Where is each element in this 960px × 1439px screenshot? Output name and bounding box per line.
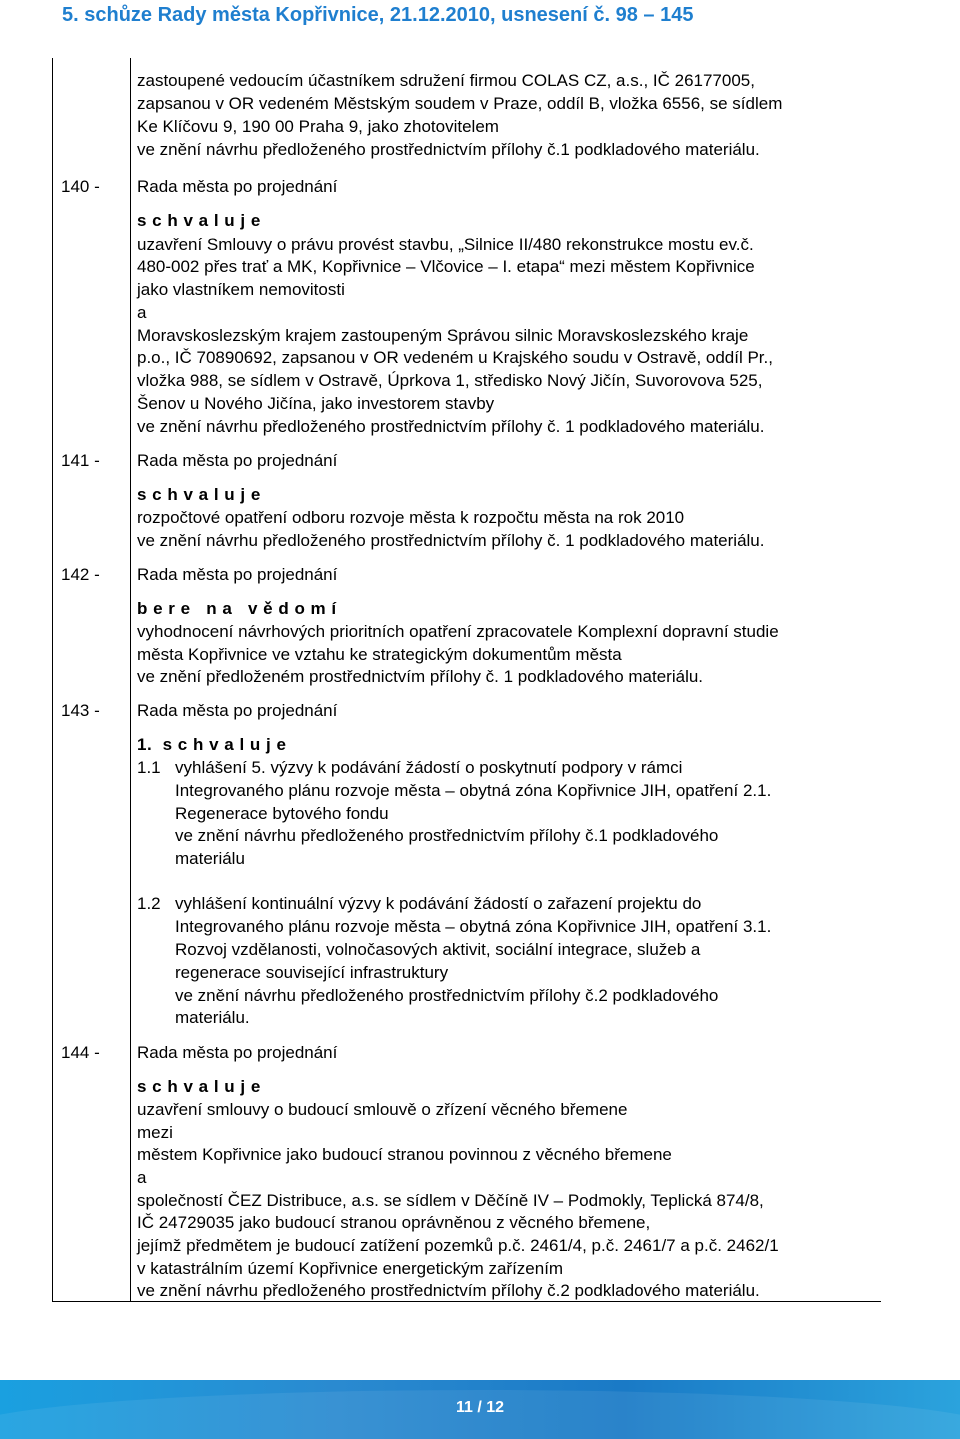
column-divider (130, 58, 131, 1301)
item-line: ve znění návrhu předloženého prostřednictvím přílohy č.1 podkladového (175, 826, 719, 845)
item-line: vyhlášení kontinuální výzvy k podávání žádostí o zařazení projektu do (175, 894, 702, 913)
resolution-heading: Rada města po projednání (137, 451, 338, 470)
resolution-line: Šenov u Nového Jičína, jako investorem stavby (137, 394, 495, 413)
resolution-number: 140 - (61, 177, 100, 196)
resolution-line: Moravskoslezským krajem zastoupeným Správou silnic Moravskoslezského kraje (137, 326, 749, 345)
footer-bar (0, 1380, 960, 1439)
intro-line: zapsanou v OR vedeném Městským soudem v Praze, oddíl B, vložka 6556, se sídlem (137, 94, 783, 113)
page-title: 5. schůze Rady města Kopřivnice, 21.12.2010, usnesení č. 98 – 145 (62, 4, 694, 26)
resolution-verb: s c h v a l u j e (137, 211, 261, 230)
resolution-line: rozpočtové opatření odboru rozvoje města k rozpočtu města na rok 2010 (137, 508, 685, 527)
resolution-verb: 1. s c h v a l u j e (137, 735, 287, 754)
resolution-line: uzavření smlouvy o budoucí smlouvě o zřízení věcného břemene (137, 1100, 628, 1119)
item-line: vyhlášení 5. výzvy k podávání žádostí o poskytnutí podpory v rámci (175, 758, 683, 777)
resolution-line: jejímž předmětem je budoucí zatížení pozemků p.č. 2461/4, p.č. 2461/7 a p.č. 2462/1 (137, 1236, 779, 1255)
item-line: materiálu (175, 849, 245, 868)
item-line: Rozvoj vzdělanosti, volnočasových aktivit, sociální integrace, služeb a (175, 940, 701, 959)
resolution-line: ve znění návrhu předloženého prostřednictvím přílohy č. 1 podkladového materiálu. (137, 531, 765, 550)
resolution-line: p.o., IČ 70890692, zapsanou v OR vedeném u Krajského soudu v Ostravě, oddíl Pr., (137, 348, 773, 367)
item-line: Regenerace bytového fondu (175, 804, 389, 823)
item-line: ve znění návrhu předloženého prostřednictvím přílohy č.2 podkladového (175, 986, 719, 1005)
resolution-line: uzavření Smlouvy o právu provést stavbu, „Silnice II/480 rekonstrukce mostu ev.č. (137, 235, 754, 254)
resolution-line: vložka 988, se sídlem v Ostravě, Úprkova 1, středisko Nový Jičín, Suvorovova 525, (137, 371, 763, 390)
item-number: 1.2 (137, 894, 161, 913)
resolution-line: mezi (137, 1123, 173, 1142)
resolution-number: 144 - (61, 1043, 100, 1062)
page-number: 11 / 12 (455, 1399, 505, 1416)
resolution-line: města Kopřivnice ve vztahu ke strategickým dokumentům města (137, 645, 622, 664)
intro-line: zastoupené vedoucím účastníkem sdružení firmou COLAS CZ, a.s., IČ 26177005, (137, 71, 755, 90)
resolution-number: 142 - (61, 565, 100, 584)
resolution-heading: Rada města po projednání (137, 1043, 338, 1062)
resolution-line: ve znění předloženém prostřednictvím přílohy č. 1 podkladového materiálu. (137, 667, 704, 686)
resolution-verb: b e r e n a v ě d o m í (137, 599, 337, 618)
item-line: Integrovaného plánu rozvoje města – obytná zóna Kopřivnice JIH, opatření 2.1. (175, 781, 772, 800)
resolution-line: jako vlastníkem nemovitosti (137, 280, 345, 299)
item-line: regenerace související infrastruktury (175, 963, 449, 982)
resolution-heading: Rada města po projednání (137, 565, 338, 584)
item-number: 1.1 (137, 758, 161, 777)
item-line: materiálu. (175, 1008, 250, 1027)
resolution-number: 141 - (61, 451, 100, 470)
resolution-line: IČ 24729035 jako budoucí stranou oprávněnou z věcného břemene, (137, 1213, 651, 1232)
resolution-line: městem Kopřivnice jako budoucí stranou povinnou z věcného břemene (137, 1145, 672, 1164)
resolution-verb: s c h v a l u j e (137, 485, 261, 504)
resolution-line: 480-002 přes trať a MK, Kopřivnice – Vlčovice – I. etapa“ mezi městem Kopřivnice (137, 257, 755, 276)
resolution-number: 143 - (61, 701, 100, 720)
resolution-line: a (137, 303, 147, 322)
resolution-line: vyhodnocení návrhových prioritních opatření zpracovatele Komplexní dopravní studie (137, 622, 779, 641)
intro-line: Ke Klíčovu 9, 190 00 Praha 9, jako zhotovitelem (137, 117, 499, 136)
resolution-line: ve znění návrhu předloženého prostřednictvím přílohy č.2 podkladového materiálu. (137, 1281, 760, 1300)
resolution-line: ve znění návrhu předloženého prostřednictvím přílohy č. 1 podkladového materiálu. (137, 417, 765, 436)
resolution-line: společností ČEZ Distribuce, a.s. se sídlem v Děčíně IV – Podmokly, Teplická 874/8, (137, 1191, 764, 1210)
resolution-line: v katastrálním území Kopřivnice energetickým zařízením (137, 1259, 564, 1278)
resolution-verb: s c h v a l u j e (137, 1077, 261, 1096)
resolution-heading: Rada města po projednání (137, 177, 338, 196)
resolution-heading: Rada města po projednání (137, 701, 338, 720)
intro-line: ve znění návrhu předloženého prostřednictvím přílohy č.1 podkladového materiálu. (137, 140, 760, 159)
item-line: Integrovaného plánu rozvoje města – obytná zóna Kopřivnice JIH, opatření 3.1. (175, 917, 772, 936)
resolution-line: a (137, 1168, 147, 1187)
